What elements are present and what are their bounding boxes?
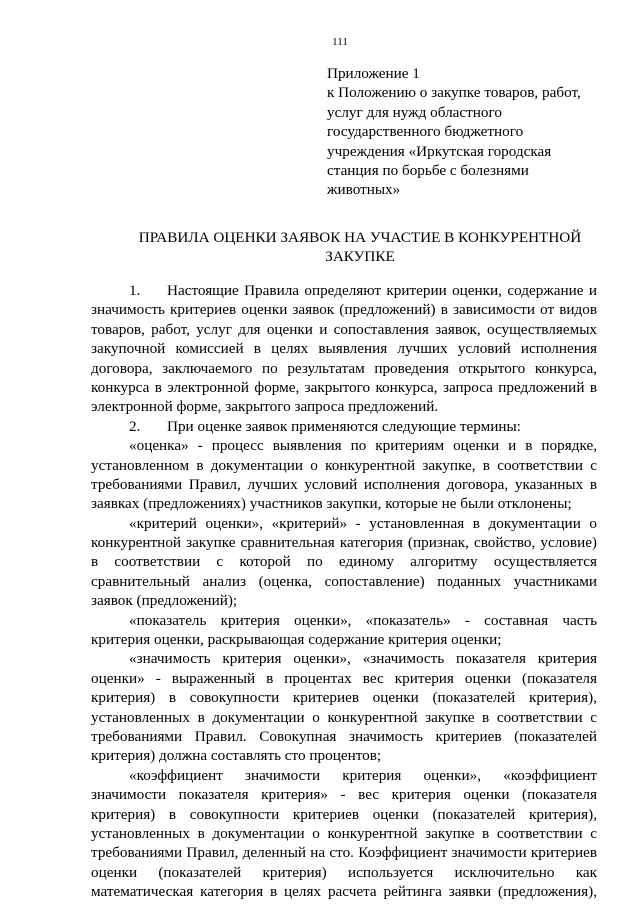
line-text: значимость критериев оценки заявок (предложений) в зависимости от видов [91,301,597,319]
text-line [91,281,597,300]
line-text: требованиями Правил, лучших условий исполнения договора, указанных в [91,475,597,493]
document-title [100,228,620,267]
title-line: ЗАКУПКЕ [325,248,395,266]
line-text: «оценка» - процесс выявления по критериям оценки и в порядке, [129,437,597,455]
text-line [91,514,597,533]
text-line [91,766,597,785]
line-text: требованиями Правил, деленный на сто. Коэффициент значимости критериев [91,844,597,862]
line-text: договора, заключаемого по результатам проведения открытого конкурса, [91,359,597,377]
appendix-line: станция по борьбе с болезнями [327,162,529,180]
page-number: 111 [332,36,348,48]
appendix-line: к Положению о закупке товаров, работ, [327,84,581,102]
text-line [91,456,597,475]
line-text: «коэффициент значимости критерия оценки», «коэффициент [129,766,597,784]
line-text: оценки (показателей критерия) используется исключительно как [91,863,597,881]
text-line [91,649,597,668]
line-text: установленном в документации о конкурентной закупке, в соответствии с [91,456,597,474]
appendix-block [327,64,597,200]
text-line [91,320,597,339]
text-line [91,300,597,319]
text-line [91,533,597,552]
line-text: «показатель критерия оценки», «показатель» - составная часть [129,611,597,629]
appendix-line: животных» [327,181,401,199]
text-line [91,708,597,727]
text-line [91,339,597,358]
appendix-line: учреждения «Иркутская городская [327,142,552,160]
text-line [91,572,597,591]
text-line [91,611,597,630]
appendix-line: Приложение 1 [327,65,420,82]
text-line [91,882,597,901]
line-text: конкурса в электронной форме, закрытого конкурса, запроса предложений в [91,378,597,396]
line-text: установленных в документации о конкурентной закупке в соответствии с [91,708,597,726]
text-line [91,824,597,843]
line-text: Настоящие Правила определяют критерии оценки, содержание и [167,282,597,299]
text-line [91,688,597,707]
line-text: заявках (предложениях) участников закупки, которые не были отклонены; [91,495,572,513]
item-number: 1. [129,282,141,299]
line-text: критерия) в совокупности критериев оценки (показателей критерия), [91,805,597,823]
text-line [91,843,597,862]
text-line [91,494,597,513]
line-text: в соответствии с которой по единому алгоритму осуществляется [91,553,597,571]
line-text: заявок (предложений); [91,592,238,610]
appendix-line: услуг для нужд областного [327,103,502,121]
line-text: товаров, работ, услуг для оценки и сопоставления заявок, осуществляемых [91,320,597,338]
appendix-line: государственного бюджетного [327,123,524,141]
line-text: сравнительный анализ (оценка, сопоставление) поданных участниками [91,572,597,590]
line-text: оценки» - выраженный в процентах вес критерия оценки (показателя [91,669,597,687]
line-text: конкурентной закупке сравнительная категория (признак, свойство, условие) [91,534,597,552]
line-text: значимости показателя критерия» - вес критерия оценки (показателя [91,786,597,804]
text-line [91,552,597,571]
line-text: установленных в документации о конкурентной закупке в соответствии с [91,824,597,842]
text-line [91,378,597,397]
line-text: критерия) в совокупности критериев оценки (показателей критерия), [91,689,597,707]
line-text: закупочной комиссией в целях выявления лучших условий исполнения [91,340,597,358]
text-line [91,669,597,688]
text-line [91,727,597,746]
line-text: критерия оценки, раскрывающая содержание критерия оценки; [91,631,502,649]
body-text [91,281,597,902]
line-text: требованиями Правил. Совокупная значимость критериев (показателей [91,727,597,745]
line-text: критерия) должна составлять сто процентов; [91,747,382,765]
text-line [91,475,597,494]
text-line [91,436,597,455]
text-line [91,746,597,765]
line-text: математическая категория в целях расчета рейтинга заявки (предложения), [91,883,597,901]
line-text: При оценке заявок применяются следующие термины: [167,417,521,435]
line-text: электронной форме, закрытого запроса предложений. [91,398,439,416]
text-line [91,630,597,649]
text-line [91,863,597,882]
item-number: 2. [129,417,141,435]
text-line [91,805,597,824]
line-text: «значимость критерия оценки», «значимость показателя критерия [129,650,597,668]
title-line: ПРАВИЛА ОЦЕНКИ ЗАЯВОК НА УЧАСТИЕ В КОНКУРЕНТНОЙ [138,229,582,246]
text-line [91,785,597,804]
line-text: «критерий оценки», «критерий» - установленная в документации о [129,514,597,532]
text-line [91,359,597,378]
text-line [91,397,597,416]
text-line [91,417,597,436]
text-line [91,591,597,610]
